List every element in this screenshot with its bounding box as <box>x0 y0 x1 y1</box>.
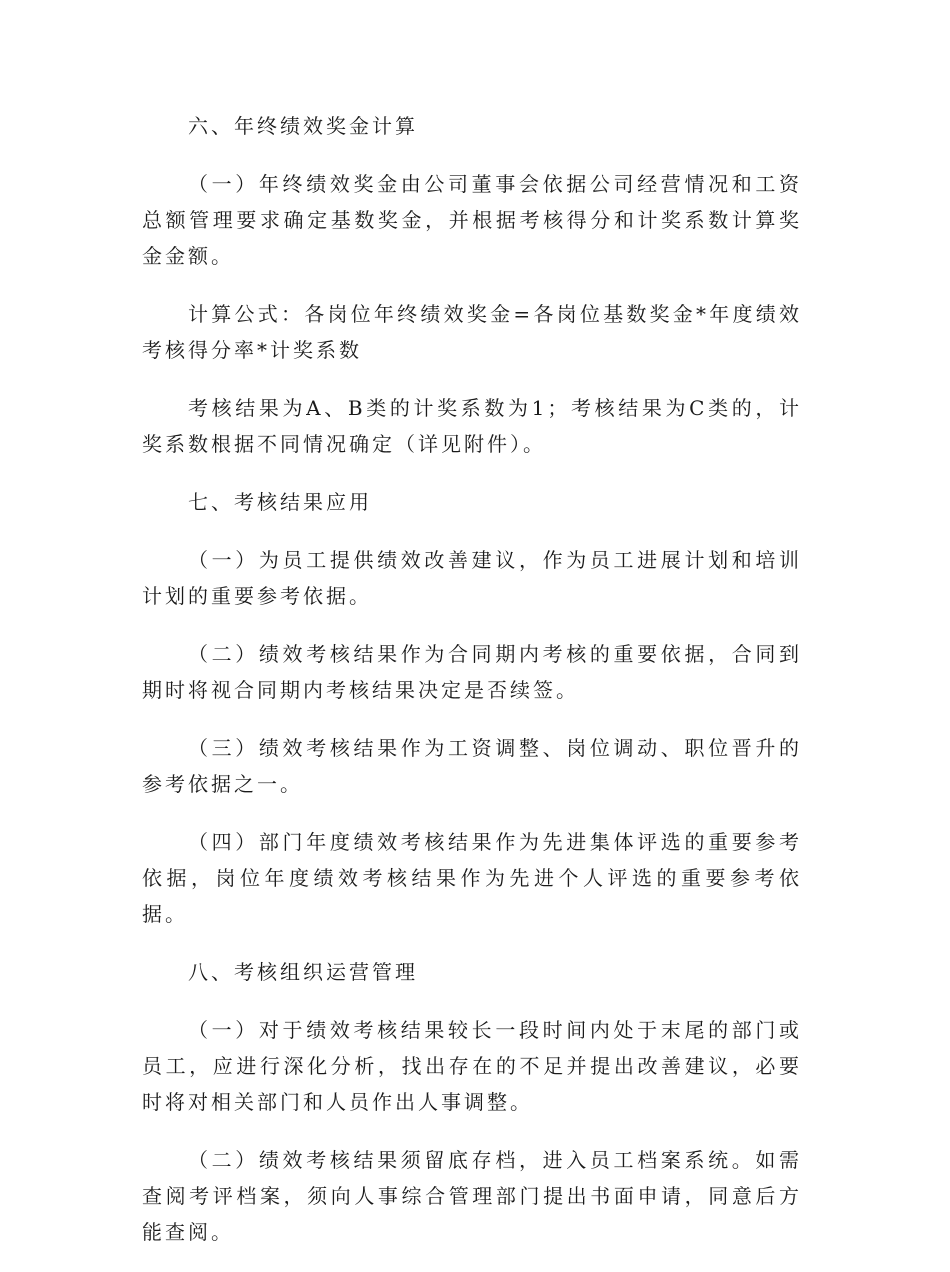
section-heading-result-application: 七、考核结果应用 <box>188 490 372 514</box>
paragraph-archive: （二）绩效考核结果须留底存档，进入员工档案系统。如需查阅考评档案，须向人事综合管理部门提出书面申请，同意后方能查阅。 <box>142 1148 802 1244</box>
paragraph-improvement-advice: （一）为员工提供绩效改善建议，作为员工进展计划和培训计划的重要参考依据。 <box>142 548 802 608</box>
paragraph-collective-selection: （四）部门年度绩效考核结果作为先进集体评选的重要参考依据，岗位年度绩效考核结果作为先进个人评选的重要参考依据。 <box>142 830 802 926</box>
paragraph-salary-adjustment: （三）绩效考核结果作为工资调整、岗位调动、职位晋升的参考依据之一。 <box>142 736 802 796</box>
paragraph-deep-analysis: （一）对于绩效考核结果较长一段时间内处于末尾的部门或员工，应进行深化分析，找出存在的不足并提出改善建议，必要时将对相关部门和人员作出人事调整。 <box>142 1018 802 1114</box>
section-heading-year-end-bonus: 六、年终绩效奖金计算 <box>188 114 418 138</box>
document-body <box>142 108 802 1272</box>
paragraph-contract-renewal: （二）绩效考核结果作为合同期内考核的重要依据，合同到期时将视合同期内考核结果决定是否续签。 <box>142 642 802 702</box>
paragraph-bonus-formula: 计算公式：各岗位年终绩效奖金=各岗位基数奖金*年度绩效考核得分率*计奖系数 <box>142 302 802 362</box>
paragraph-bonus-basis: （一）年终绩效奖金由公司董事会依据公司经营情况和工资总额管理要求确定基数奖金，并根据考核得分和计奖系数计算奖金金额。 <box>142 172 802 268</box>
paragraph-bonus-coefficient: 考核结果为A、B类的计奖系数为1；考核结果为C类的，计奖系数根据不同情况确定（详见附件）。 <box>142 396 802 456</box>
section-heading-organization-management: 八、考核组织运营管理 <box>188 960 418 984</box>
